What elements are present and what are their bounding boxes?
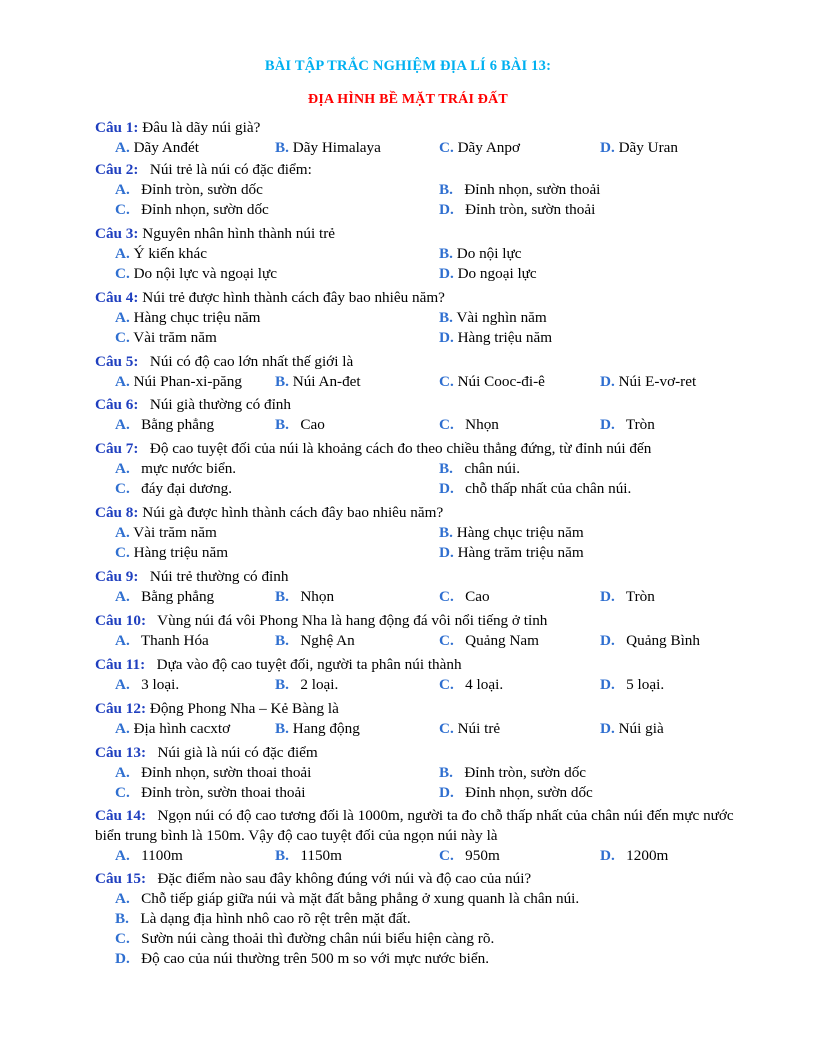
- question-8: [95, 503, 443, 523]
- question-2-option-c: [115, 200, 269, 220]
- option-text: chân núi.: [452, 460, 520, 477]
- question-label: Câu 6:: [95, 396, 139, 413]
- option-text: Hàng triệu năm: [129, 544, 229, 561]
- option-letter: C.: [439, 373, 454, 390]
- question-2: [95, 160, 312, 180]
- question-12-option-c: [439, 719, 500, 739]
- option-letter: D.: [600, 676, 615, 693]
- question-label: Câu 1:: [95, 119, 139, 136]
- option-text: 1200m: [614, 847, 669, 864]
- question-7-option-a: [115, 459, 236, 479]
- question-3: [95, 224, 335, 244]
- option-letter: D.: [600, 373, 615, 390]
- option-letter: C.: [115, 201, 130, 218]
- option-letter: B.: [275, 847, 289, 864]
- question-text: Núi già là núi có đặc điểm: [146, 744, 318, 761]
- question-7-option-d: [439, 479, 631, 499]
- option-text: Núi trẻ: [453, 720, 501, 737]
- question-10-option-a: [115, 631, 209, 651]
- question-6-option-d: [600, 415, 655, 435]
- option-letter: A.: [115, 524, 130, 541]
- option-text: Núi An-đet: [288, 373, 361, 390]
- document-title: BÀI TẬP TRẮC NGHIỆM ĐỊA LÍ 6 BÀI 13:: [264, 58, 552, 74]
- question-label: Câu 13:: [95, 744, 147, 761]
- question-8-option-c: [115, 543, 228, 563]
- option-letter: B.: [275, 373, 289, 390]
- option-letter: C.: [115, 544, 130, 561]
- option-letter: D.: [600, 847, 615, 864]
- question-10-option-c: [439, 631, 539, 651]
- option-letter: C.: [115, 265, 130, 282]
- question-4-option-a: [115, 308, 261, 328]
- question-text: Vùng núi đá vôi Phong Nha là hang động đá vôi nổi tiếng ở tỉnh: [146, 612, 548, 629]
- option-letter: D.: [439, 201, 454, 218]
- option-letter: B.: [275, 139, 289, 156]
- option-letter: B.: [275, 676, 289, 693]
- question-text: Núi già thường có đỉnh: [138, 396, 291, 413]
- option-text: 950m: [453, 847, 500, 864]
- option-letter: C.: [115, 784, 130, 801]
- question-1-option-d: [600, 138, 678, 158]
- question-label: Câu 12:: [95, 700, 147, 717]
- option-letter: B.: [439, 181, 453, 198]
- option-text: Núi E-vơ-ret: [614, 373, 697, 390]
- question-text: Động Phong Nha – Kẻ Bàng là: [146, 700, 339, 717]
- question-13-option-d: [439, 783, 593, 803]
- option-text: Tròn: [614, 588, 655, 605]
- option-letter: A.: [115, 309, 130, 326]
- option-text: 1100m: [129, 847, 183, 864]
- option-letter: A.: [115, 720, 130, 737]
- question-text: Núi trẻ được hình thành cách đây bao nhiêu năm?: [138, 289, 445, 306]
- question-3-option-b: [439, 244, 522, 264]
- option-letter: A.: [115, 416, 130, 433]
- question-11-option-c: [439, 675, 503, 695]
- question-14-option-d: [600, 846, 668, 866]
- option-text: Ý kiến khác: [129, 245, 207, 262]
- question-text: Đâu là dãy núi già?: [138, 119, 261, 136]
- question-label: Câu 2:: [95, 161, 139, 178]
- option-text: đáy đại dương.: [129, 480, 233, 497]
- option-letter: C.: [439, 676, 454, 693]
- option-text: 3 loại.: [129, 676, 180, 693]
- question-4-option-b: [439, 308, 547, 328]
- question-12-option-a: [115, 719, 230, 739]
- question-label: Câu 9:: [95, 568, 139, 585]
- option-letter: B.: [275, 416, 289, 433]
- option-letter: B.: [439, 524, 453, 541]
- option-text: Dãy Uran: [614, 139, 679, 156]
- question-14-option-a: [115, 846, 183, 866]
- option-letter: B.: [275, 588, 289, 605]
- option-letter: B.: [439, 309, 453, 326]
- option-letter: C.: [439, 632, 454, 649]
- option-letter: A.: [115, 373, 130, 390]
- question-4-option-c: [115, 328, 217, 348]
- option-text: 2 loại.: [288, 676, 339, 693]
- option-letter: D.: [439, 544, 454, 561]
- question-15: [95, 869, 531, 889]
- option-text: Quảng Nam: [453, 632, 539, 649]
- option-letter: B.: [275, 720, 289, 737]
- question-8-option-b: [439, 523, 584, 543]
- option-letter: C.: [439, 139, 454, 156]
- option-letter: D.: [115, 950, 130, 967]
- question-12-option-b: [275, 719, 360, 739]
- option-text: Nhọn: [453, 416, 499, 433]
- option-text: Đỉnh nhọn, sườn thoải: [452, 181, 601, 198]
- question-12-option-d: [600, 719, 664, 739]
- option-letter: C.: [439, 588, 454, 605]
- question-2-option-b: [439, 180, 600, 200]
- question-14: [95, 806, 759, 846]
- question-text: Nguyên nhân hình thành núi trẻ: [138, 225, 336, 242]
- question-15-option-b: [115, 909, 411, 929]
- question-label: Câu 7:: [95, 440, 139, 457]
- question-10-option-b: [275, 631, 355, 651]
- option-letter: B.: [115, 910, 129, 927]
- option-letter: D.: [439, 480, 454, 497]
- question-text: Núi trẻ thường có đỉnh: [138, 568, 289, 585]
- question-15-option-d: [115, 949, 489, 969]
- option-letter: A.: [115, 460, 130, 477]
- option-text: Bằng phẳng: [129, 588, 215, 605]
- option-letter: D.: [600, 416, 615, 433]
- option-text: 4 loại.: [453, 676, 504, 693]
- question-6: [95, 395, 291, 415]
- question-text: Độ cao tuyệt đối của núi là khoảng cách đo theo chiều thẳng đứng, từ đỉnh núi đến: [138, 440, 652, 457]
- question-3-option-a: [115, 244, 207, 264]
- question-10-option-d: [600, 631, 700, 651]
- question-text: Dựa vào độ cao tuyệt đối, người ta phân núi thành: [145, 656, 462, 673]
- question-15-option-a: [115, 889, 579, 909]
- option-text: Dãy Anpơ: [453, 139, 521, 156]
- question-14-option-c: [439, 846, 500, 866]
- option-letter: A.: [115, 588, 130, 605]
- option-text: Cao: [453, 588, 490, 605]
- option-text: Đỉnh nhọn, sườn thoai thoải: [129, 764, 312, 781]
- question-9-option-a: [115, 587, 214, 607]
- question-label: Câu 4:: [95, 289, 139, 306]
- question-1: [95, 118, 260, 138]
- question-text: Núi trẻ là núi có đặc điểm:: [138, 161, 312, 178]
- option-text: Do nội lực: [452, 245, 522, 262]
- option-text: Thanh Hóa: [129, 632, 209, 649]
- question-9-option-b: [275, 587, 334, 607]
- question-label: Câu 15:: [95, 870, 147, 887]
- option-text: Dãy Himalaya: [288, 139, 381, 156]
- question-10: [95, 611, 547, 631]
- option-letter: C.: [439, 416, 454, 433]
- option-text: Đỉnh tròn, sườn thoải: [453, 201, 596, 218]
- question-5: [95, 352, 353, 372]
- question-14-option-b: [275, 846, 342, 866]
- question-label: Câu 3:: [95, 225, 139, 242]
- question-text: Đặc điểm nào sau đây không đúng với núi và độ cao của núi?: [146, 870, 532, 887]
- option-text: Đỉnh tròn, sườn dốc: [452, 764, 587, 781]
- question-2-option-a: [115, 180, 263, 200]
- option-letter: D.: [600, 588, 615, 605]
- option-text: Hàng triệu năm: [453, 329, 553, 346]
- option-text: Do nội lực và ngoại lực: [129, 265, 277, 282]
- question-text: Núi có độ cao lớn nhất thế giới là: [138, 353, 354, 370]
- question-12: [95, 699, 339, 719]
- option-text: Là dạng địa hình nhô cao rõ rệt trên mặt đất.: [128, 910, 411, 927]
- option-letter: B.: [439, 764, 453, 781]
- option-letter: D.: [600, 139, 615, 156]
- option-letter: D.: [439, 329, 454, 346]
- option-text: Quảng Bình: [614, 632, 700, 649]
- question-4-option-d: [439, 328, 552, 348]
- option-letter: B.: [275, 632, 289, 649]
- option-letter: A.: [115, 847, 130, 864]
- option-text: Nghệ An: [288, 632, 355, 649]
- option-letter: A.: [115, 764, 130, 781]
- option-letter: C.: [439, 847, 454, 864]
- option-text: Địa hình cacxtơ: [129, 720, 231, 737]
- question-5-option-b: [275, 372, 361, 392]
- option-letter: A.: [115, 245, 130, 262]
- question-text: Núi gà được hình thành cách đây bao nhiêu năm?: [138, 504, 444, 521]
- question-13: [95, 743, 318, 763]
- question-8-option-a: [115, 523, 217, 543]
- option-text: Hàng chục triệu năm: [452, 524, 584, 541]
- question-3-option-c: [115, 264, 277, 284]
- question-13-option-a: [115, 763, 311, 783]
- option-text: Do ngoại lực: [453, 265, 537, 282]
- option-text: Núi Cooc-đi-ê: [453, 373, 545, 390]
- question-11-option-d: [600, 675, 664, 695]
- option-letter: C.: [439, 720, 454, 737]
- option-text: Núi già: [614, 720, 664, 737]
- question-label: Câu 5:: [95, 353, 139, 370]
- question-6-option-b: [275, 415, 325, 435]
- option-letter: C.: [115, 480, 130, 497]
- option-text: Chỗ tiếp giáp giữa núi và mặt đất bằng phẳng ở xung quanh là chân núi.: [129, 890, 580, 907]
- option-text: Hàng chục triệu năm: [129, 309, 261, 326]
- option-text: Vài trăm năm: [129, 524, 217, 541]
- option-letter: A.: [115, 139, 130, 156]
- question-11: [95, 655, 462, 675]
- question-label: Câu 10:: [95, 612, 147, 629]
- question-1-option-a: [115, 138, 199, 158]
- option-letter: D.: [439, 784, 454, 801]
- option-text: mực nước biển.: [129, 460, 237, 477]
- option-letter: A.: [115, 890, 130, 907]
- option-letter: C.: [115, 930, 130, 947]
- question-3-option-d: [439, 264, 537, 284]
- option-text: Núi Phan-xi-păng: [129, 373, 242, 390]
- question-15-option-c: [115, 929, 494, 949]
- option-text: Đỉnh tròn, sườn thoai thoải: [129, 784, 306, 801]
- question-text: Ngọn núi có độ cao tương đối là 1000m, người ta đo chỗ thấp nhất của chân núi đến mực nước biển trung bình là 150m. Vậy độ cao tuyệt đối của ngọn núi này là: [95, 807, 738, 844]
- option-letter: A.: [115, 676, 130, 693]
- question-5-option-d: [600, 372, 696, 392]
- question-label: Câu 11:: [95, 656, 146, 673]
- option-letter: D.: [439, 265, 454, 282]
- question-6-option-a: [115, 415, 214, 435]
- question-7-option-b: [439, 459, 520, 479]
- option-text: Dãy Anđét: [129, 139, 199, 156]
- option-letter: A.: [115, 632, 130, 649]
- question-8-option-d: [439, 543, 584, 563]
- option-letter: B.: [439, 460, 453, 477]
- question-5-option-c: [439, 372, 545, 392]
- option-text: Tròn: [614, 416, 655, 433]
- question-7: [95, 439, 651, 459]
- option-text: Hang động: [288, 720, 360, 737]
- option-text: Hàng trăm triệu năm: [453, 544, 584, 561]
- question-13-option-c: [115, 783, 305, 803]
- option-text: Đỉnh tròn, sườn dốc: [129, 181, 263, 198]
- option-text: Sườn núi càng thoải thì đường chân núi biểu hiện càng rõ.: [129, 930, 495, 947]
- option-text: Độ cao của núi thường trên 500 m so với mực nước biển.: [129, 950, 489, 967]
- option-text: Nhọn: [288, 588, 335, 605]
- option-letter: C.: [115, 329, 130, 346]
- question-11-option-a: [115, 675, 179, 695]
- option-text: 5 loại.: [614, 676, 665, 693]
- option-letter: A.: [115, 181, 130, 198]
- question-2-option-d: [439, 200, 595, 220]
- question-4: [95, 288, 445, 308]
- question-11-option-b: [275, 675, 338, 695]
- option-text: Bằng phẳng: [129, 416, 215, 433]
- option-text: Vài trăm năm: [129, 329, 217, 346]
- option-text: Đỉnh nhọn, sườn dốc: [453, 784, 593, 801]
- question-9: [95, 567, 288, 587]
- option-text: Đỉnh nhọn, sườn dốc: [129, 201, 269, 218]
- question-9-option-c: [439, 587, 490, 607]
- question-label: Câu 14:: [95, 807, 147, 824]
- question-1-option-c: [439, 138, 520, 158]
- option-letter: B.: [439, 245, 453, 262]
- question-6-option-c: [439, 415, 499, 435]
- option-text: Cao: [288, 416, 325, 433]
- option-text: Vài nghìn năm: [452, 309, 547, 326]
- question-1-option-b: [275, 138, 381, 158]
- option-letter: D.: [600, 632, 615, 649]
- option-letter: D.: [600, 720, 615, 737]
- question-7-option-c: [115, 479, 232, 499]
- option-text: 1150m: [288, 847, 342, 864]
- document-subtitle: ĐỊA HÌNH BỀ MẶT TRÁI ĐẤT: [308, 92, 508, 107]
- question-label: Câu 8:: [95, 504, 139, 521]
- question-13-option-b: [439, 763, 586, 783]
- option-text: chỗ thấp nhất của chân núi.: [453, 480, 632, 497]
- question-9-option-d: [600, 587, 655, 607]
- question-5-option-a: [115, 372, 242, 392]
